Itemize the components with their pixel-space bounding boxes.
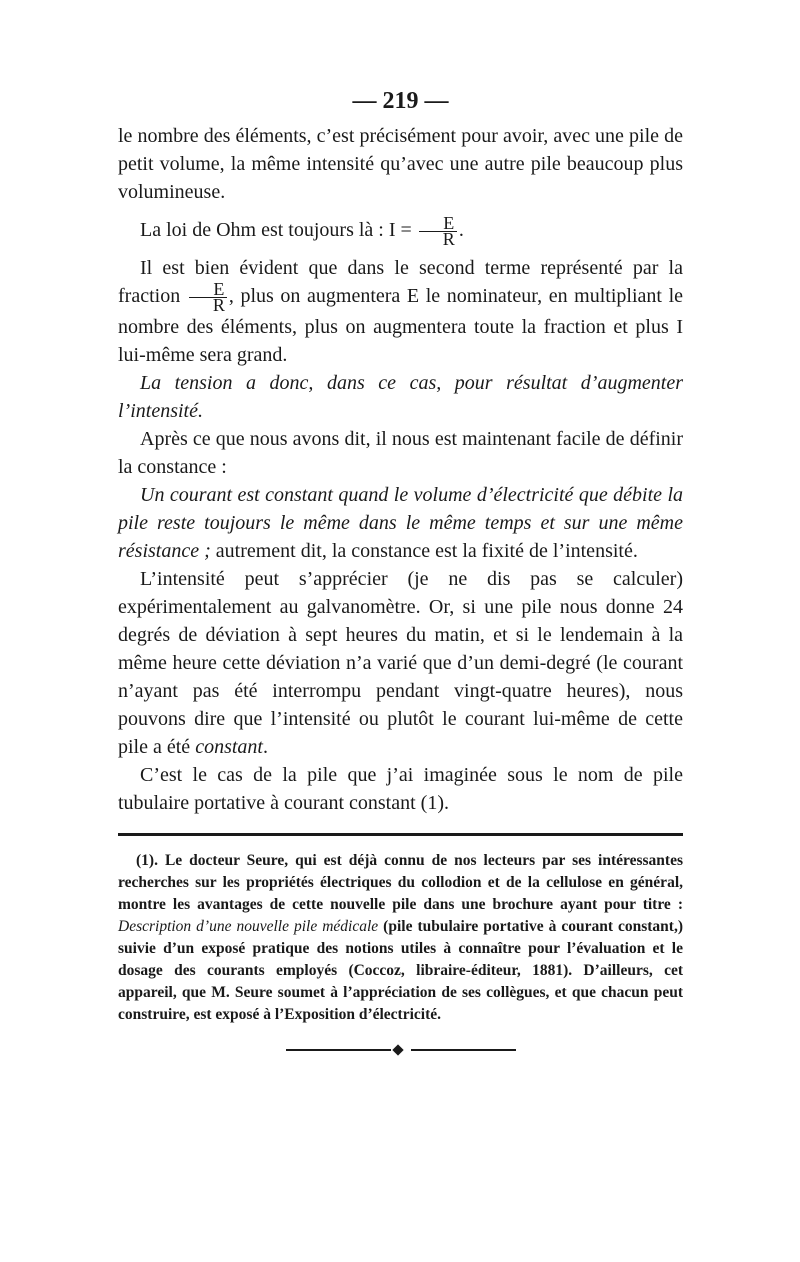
paragraph-fraction-suffix: , plus on augmentera E le nominateur, en multipliant le nombre des éléments, plus on augmentera toute la fraction et plus I lui-même sera grand. xyxy=(118,285,684,366)
paragraph-constance-definition xyxy=(118,481,683,565)
ornament-left-line xyxy=(286,1049,391,1051)
ornament-right-line xyxy=(411,1049,516,1051)
galvanometre-end: . xyxy=(262,736,268,758)
constance-definition-rest: autrement dit, la constance est la fixité de l’intensité. xyxy=(210,540,638,562)
paragraph-tension: La tension a donc, dans ce cas, pour résultat d’augmenter l’intensité. xyxy=(118,372,683,422)
ohm-fraction-denominator: R xyxy=(442,228,455,249)
constance-definition-italic: Un courant est constant quand le volume d’électricité que débite la pile reste toujours le même dans le même temps et sur une même résistance ; xyxy=(118,484,683,562)
paragraph-galvanometre xyxy=(118,565,683,761)
ohm-law-prefix: La loi de Ohm est toujours là : I = xyxy=(140,219,412,241)
footnote xyxy=(118,850,683,1026)
ohm-fraction xyxy=(419,212,457,249)
paragraph-fraction xyxy=(118,254,683,369)
main-text xyxy=(118,122,683,817)
ohm-fraction-numerator: E xyxy=(419,216,457,232)
galvanometre-text: L’intensité peut s’apprécier (je ne dis pas se calculer) expérimentalement au galvanomètre. Or, si une pile nous donne 24 degrés de déviation à sept heures du matin, et si le lendemain à la même heure cette déviation n’a varié que d’un demi-degré (le courant n’ayant pas été interrompu pendant vingt-quatre heures), nous pouvons dire que l’intensité ou plutôt le courant lui-même de cette pile a été xyxy=(118,568,683,758)
page-number: — 219 — xyxy=(352,88,449,114)
paragraph-1: le nombre des éléments, c’est précisément pour avoir, avec une pile de petit volume, la même intensité qu’avec une autre pile beaucoup plus volumineuse. xyxy=(118,125,683,203)
inline-fraction-denominator: R xyxy=(212,295,225,315)
book-page xyxy=(118,86,683,1054)
paragraph-ohm-law xyxy=(118,206,683,254)
closing-ornament xyxy=(286,1046,516,1054)
ohm-law-suffix: . xyxy=(458,219,464,241)
paragraph-pile-tubulaire: C’est le cas de la pile que j’ai imaginée sous le nom de pile tubulaire portative à courant constant (1). xyxy=(118,764,683,814)
footnote-marker: (1). xyxy=(136,852,158,869)
galvanometre-italic-word: constant xyxy=(195,736,263,758)
paragraph-constance-intro: Après ce que nous avons dit, il nous est maintenant facile de définir la constance : xyxy=(118,428,683,478)
footnote-text-part2: (pile tubulaire portative à courant constant,) suivie d’un exposé pratique des notions utiles à connaître pour l’évaluation et le dosage des courants employés (Coccoz, libraire-éditeur, 1881). D’ailleurs, cet appareil, que M. Seure soumet à l’appréciation de ses collègues, et que chacun peut construire, est exposé à l’Exposition d’électricité. xyxy=(118,918,683,1023)
paragraph-fraction-prefix: Il est bien évident que dans le second terme représenté par la fraction xyxy=(118,257,683,308)
inline-fraction-numerator: E xyxy=(189,282,227,298)
footnote-separator-rule xyxy=(118,833,683,836)
footnote-book-title: Description d’une nouvelle pile médicale xyxy=(118,918,379,935)
footnote-text-part1: Le docteur Seure, qui est déjà connu de nos lecteurs par ses intéressantes recherches sur les propriétés électriques du collodion et de la cellulose en général, montre les avantages de cette nouvelle pile dans une brochure ayant pour titre : xyxy=(118,852,683,913)
ornament-diamond-icon xyxy=(392,1044,403,1055)
inline-fraction xyxy=(189,279,227,315)
